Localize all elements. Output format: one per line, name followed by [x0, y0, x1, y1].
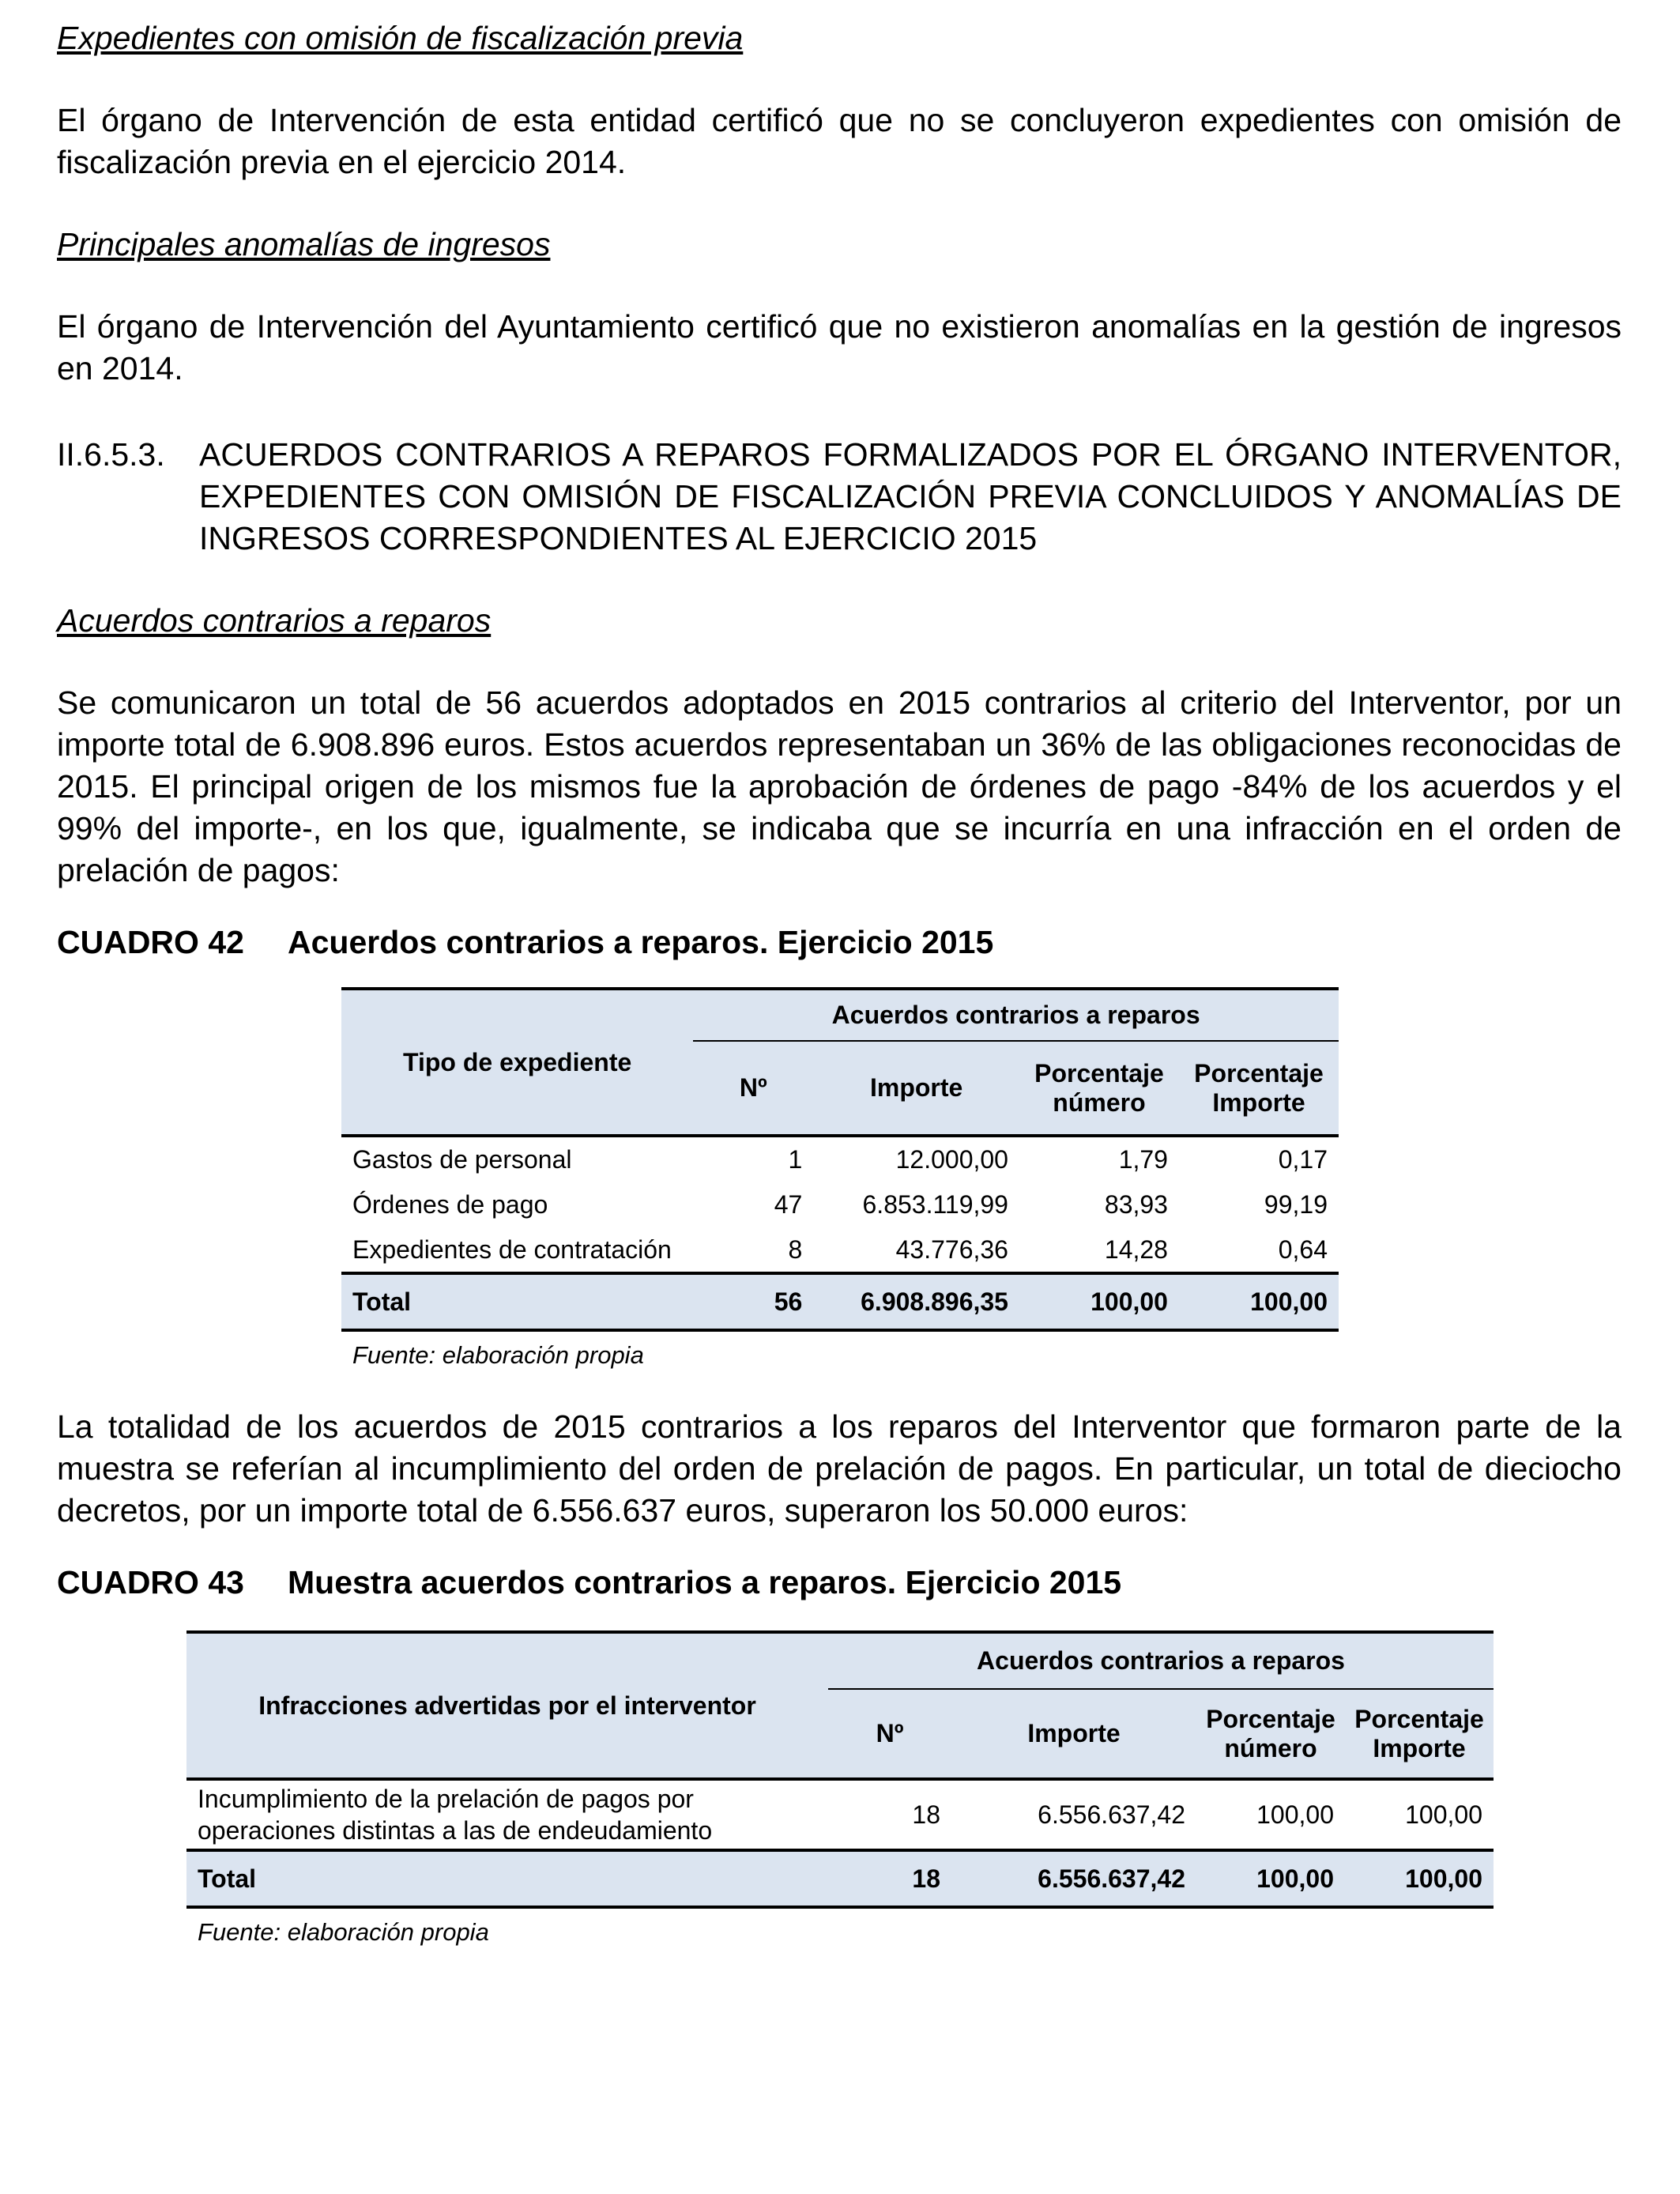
cuadro42-total-label: Total — [341, 1273, 693, 1330]
cuadro42-table — [341, 987, 1339, 1332]
cuadro43-header-group: Acuerdos contrarios a reparos — [828, 1632, 1494, 1689]
section-title: ACUERDOS CONTRARIOS A REPAROS FORMALIZADOS POR EL ÓRGANO INTERVENTOR, EXPEDIENTES CON OMISIÓN DE FISCALIZACIÓN PREVIA CONCLUIDOS Y ANOMALÍAS DE INGRESOS CORRESPONDIENTES AL EJERCICIO 2015 — [199, 436, 1622, 556]
cuadro42-total-n: 56 — [693, 1273, 813, 1330]
cuadro43-cell-n: 18 — [912, 1800, 940, 1829]
cuadro42-header-n: Nº — [739, 1073, 767, 1102]
cuadro42-header-pct-imp: Porcentaje Importe — [1194, 1058, 1324, 1117]
cuadro42-cell-importe: 6.853.119,99 — [862, 1189, 1008, 1219]
cuadro43-header-pct-imp: Porcentaje Importe — [1354, 1704, 1484, 1762]
cuadro42-total-pct-num: 100,00 — [1019, 1273, 1179, 1330]
section-number: II.6.5.3. — [57, 436, 165, 473]
cuadro43-title: Muestra acuerdos contrarios a reparos. Ejercicio 2015 — [288, 1564, 1122, 1600]
cuadro43-header-infracciones: Infracciones advertidas por el interventor — [186, 1632, 828, 1779]
cuadro42-caption — [57, 922, 1622, 963]
section-heading — [57, 434, 1622, 560]
cuadro43-cell-pct-num: 100,00 — [1256, 1800, 1334, 1829]
cuadro42-cell-importe: 43.776,36 — [895, 1235, 1008, 1264]
table-row — [341, 1136, 1339, 1182]
cuadro42-cell-importe: 12.000,00 — [895, 1144, 1008, 1174]
cuadro42-cell-pct-num: 83,93 — [1104, 1189, 1168, 1219]
cuadro42-total-pct-imp: 100,00 — [1179, 1273, 1339, 1330]
paragraph-acuerdos: Se comunicaron un total de 56 acuerdos adoptados en 2015 contrarios al criterio del Interventor, por un importe total de 6.908.896 euros. Estos acuerdos representaban un 36% de las obligaciones reconocidas de 2015. El principal origen de los mismos fue la aprobación de órdenes de pago -84% de los acuerdos y el 99% del importe-, en los que, igualmente, se indicaba que se incurría en una infracción en el orden de prelación de pagos: — [57, 684, 1622, 888]
cuadro43-header-n: Nº — [876, 1719, 904, 1747]
cuadro42-header-tipo: Tipo de expediente — [341, 989, 693, 1136]
paragraph-anomalias: El órgano de Intervención del Ayuntamiento certificó que no existieron anomalías en la gestión de ingresos en 2014. — [57, 308, 1622, 386]
cuadro42-cell-tipo: Gastos de personal — [352, 1144, 572, 1174]
cuadro42-header-group: Acuerdos contrarios a reparos — [693, 989, 1339, 1041]
paragraph-muestra: La totalidad de los acuerdos de 2015 contrarios a los reparos del Interventor que formaron parte de la muestra se referían al incumplimiento del orden de prelación de pagos. En particular, un total de dieciocho decretos, por un importe total de 6.556.637 euros, superaron los 50.000 euros: — [57, 1408, 1622, 1529]
cuadro42-header-pct-num: Porcentaje número — [1034, 1058, 1164, 1117]
cuadro43-cell-importe: 6.556.637,42 — [1038, 1800, 1185, 1829]
heading-omision: Expedientes con omisión de fiscalización previa — [57, 20, 744, 56]
heading-anomalias: Principales anomalías de ingresos — [57, 226, 551, 262]
cuadro42-cell-pct-num: 14,28 — [1104, 1235, 1168, 1264]
paragraph-omision: El órgano de Intervención de esta entidad certificó que no se concluyeron expedientes con omisión de fiscalización previa en el ejercicio 2014. — [57, 102, 1622, 180]
cuadro43-cell-pct-imp: 100,00 — [1405, 1800, 1482, 1829]
cuadro43-caption — [57, 1562, 1622, 1604]
cuadro43-header-pct-num: Porcentaje número — [1206, 1704, 1335, 1762]
cuadro43-total-n: 18 — [828, 1850, 951, 1907]
table-row — [341, 1182, 1339, 1227]
cuadro42-cell-n: 8 — [788, 1235, 803, 1264]
cuadro42-cell-pct-imp: 0,17 — [1278, 1144, 1328, 1174]
cuadro43-total-label: Total — [186, 1850, 828, 1907]
cuadro42-cell-pct-imp: 0,64 — [1278, 1235, 1328, 1264]
cuadro42-total-importe: 6.908.896,35 — [813, 1273, 1019, 1330]
cuadro42-cell-pct-num: 1,79 — [1118, 1144, 1168, 1174]
cuadro42-total-row — [341, 1273, 1339, 1330]
cuadro43-total-pct-imp: 100,00 — [1345, 1850, 1494, 1907]
table-row — [186, 1779, 1494, 1850]
cuadro43-header-importe: Importe — [1027, 1719, 1121, 1747]
cuadro43-total-pct-num: 100,00 — [1196, 1850, 1345, 1907]
cuadro42-header-importe: Importe — [869, 1073, 963, 1102]
cuadro42-cell-tipo: Expedientes de contratación — [352, 1235, 672, 1264]
cuadro42-wrapper — [341, 987, 1622, 1370]
cuadro43-wrapper — [186, 1630, 1622, 1947]
cuadro43-total-importe: 6.556.637,42 — [951, 1850, 1196, 1907]
cuadro42-number: CUADRO 42 — [57, 924, 244, 960]
cuadro42-fuente: Fuente: elaboración propia — [352, 1341, 644, 1369]
cuadro43-fuente: Fuente: elaboración propia — [198, 1918, 489, 1946]
cuadro42-title: Acuerdos contrarios a reparos. Ejercicio 2015 — [288, 924, 994, 960]
cuadro42-cell-tipo: Órdenes de pago — [352, 1189, 548, 1219]
heading-acuerdos: Acuerdos contrarios a reparos — [57, 602, 492, 639]
document-content — [57, 17, 1622, 1947]
cuadro43-total-row — [186, 1850, 1494, 1907]
cuadro43-cell-infraccion: Incumplimiento de la prelación de pagos por operaciones distintas a las de endeudamiento — [198, 1785, 713, 1845]
cuadro43-number: CUADRO 43 — [57, 1564, 244, 1600]
cuadro42-cell-n: 47 — [774, 1189, 803, 1219]
table-row — [341, 1227, 1339, 1273]
cuadro42-cell-pct-imp: 99,19 — [1264, 1189, 1328, 1219]
cuadro42-cell-n: 1 — [788, 1144, 803, 1174]
cuadro43-table — [186, 1630, 1494, 1909]
